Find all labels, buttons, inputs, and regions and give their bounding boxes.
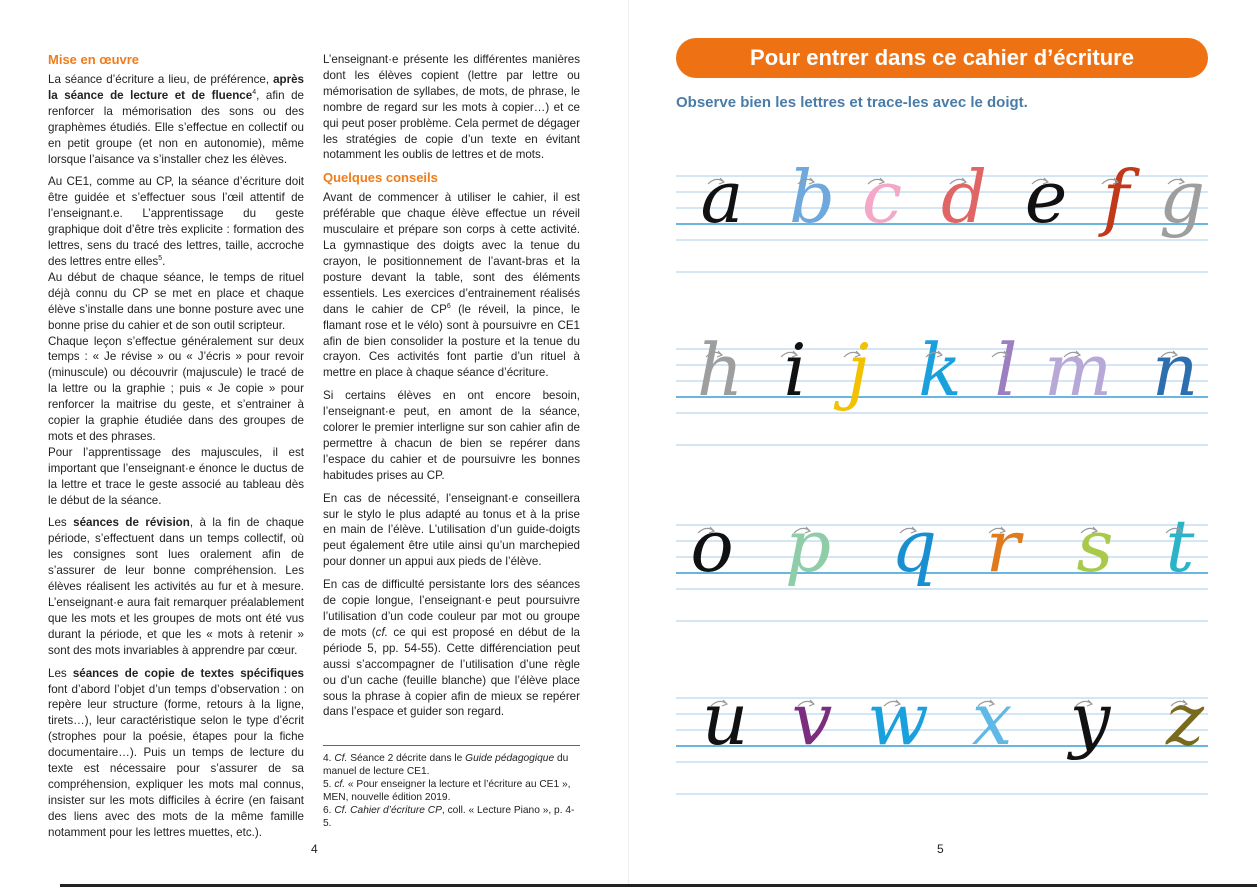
letter-h: h [696, 328, 744, 412]
page-banner: Pour entrer dans ce cahier d’écriture [676, 38, 1208, 78]
instruction-text: Observe bien les lettres et trace-les avec le doigt. [676, 94, 1028, 111]
text: 6. [323, 805, 335, 816]
letter-u: u [701, 677, 749, 761]
letter-k: k [918, 328, 962, 412]
text: Les [48, 516, 74, 530]
italic-text: Guide pédagogique [465, 753, 555, 764]
bold-text: séances de copie de textes spécifiques [72, 666, 304, 680]
letter-v: v [791, 677, 833, 761]
text: Séance 2 décrite dans le [347, 753, 466, 764]
letter-x: x [971, 677, 1013, 761]
text: La séance d’écriture a lieu, de préférence, [48, 73, 274, 86]
letter-r: r [985, 504, 1021, 588]
text: , à la fin de chaque période, s’effectuent dans un temps collectif, où les consignes sont lues oralement afin de s’assurer de leur bonne compréhension. Les élèves réalisent les activités au fur et à mesure. L’enseignant·e aura fait remarquer préalablement que les mots et les groupes de mots ont été vus durant la période, et que les « mots à retenir » sont des mots invariables à apprendre par cœur. [48, 516, 305, 657]
text: (le réveil, la pince, le flamant rose et le vélo) sont à poursuivre en CE1 afin de bien consolider la posture et la tenue du crayon. Ces activités font partie d’un rituel à mettre en place à chaque séance d’écriture. [323, 302, 580, 380]
text: du manuel de lecture CE1. [323, 753, 569, 777]
letter-y: y [1069, 677, 1111, 761]
text: En cas de difficulté persistante lors des séances de copie longue, l’enseignant·e peut poursuivre l’utilisation d’un code couleur par mot ou groupe de mots ( [323, 578, 580, 639]
paragraph: Au début de chaque séance, le temps de rituel déjà connu du CP se met en place et chaque élève s’installe dans une bonne posture avec une bonne prise du cahier et de son outil scripteur. [48, 270, 304, 332]
text: , coll. « Lecture Piano », p. 4-5. [323, 805, 575, 829]
text: , afin de renforcer la mémorisation des sons ou des graphèmes étudiés. Elle s’effectue en collectif ou en petit groupe (et non en autonomie), même lorsque l’aisance va s’installer chez les élèves. [48, 88, 304, 166]
letter-n: n [1151, 328, 1199, 412]
letter-i: i [783, 328, 807, 412]
italic-text: Cf. [334, 753, 348, 764]
paragraph: Pour l’apprentissage des majuscules, il est important que l’enseignant·e énonce le ductus de la lettre et trace le geste associé au tableau dès le début de la séance. [48, 445, 304, 507]
letter-a: a [700, 155, 744, 239]
text: Au CE1, comme au CP, la séance d’écriture doit être guidée et s’effectuer sous l’œil attentif de l’enseignant.e. L’apprentissage du geste graphique doit d’être très explicite : formation des lettres, sens du tracé des lettres, taille, accroche des lettres entre elles [48, 175, 304, 268]
letter-p: p [784, 504, 832, 588]
bold-text: séances de révision [73, 516, 190, 530]
paragraph: L’enseignant·e présente les différentes manières dont les élèves copient (lettre par lettre ou mémorisation de syllabes, de mots, de phrase, le nombre de regard sur les mots à copier…) et ce qui peut poser problème. Cela permet de dégager les stratégies de copie d’un texte en évitant notamment les oublis de lettres et de mots. [323, 53, 580, 162]
text: . [162, 254, 166, 268]
letter-q: q [890, 504, 938, 588]
letter-j: j [846, 328, 870, 412]
page-number-right: 5 [937, 842, 944, 856]
bold-text: après la séance de lecture et de fluence [48, 73, 304, 102]
letter-d: d [940, 155, 988, 239]
letter-w: w [867, 677, 929, 761]
page-number-left: 4 [311, 842, 318, 856]
heading-mise-en-oeuvre: Mise en œuvre [48, 52, 140, 67]
paragraph: Si certains élèves en ont encore besoin, l’enseignant·e peut, en amont de la séance, colorer le premier interligne sur son cahier afin de permettre à chacun de bien se repérer dans l’espace du cahier et de poursuivre les bonnes habitudes prises au CP. [323, 389, 580, 482]
footnote-ref: 4 [252, 89, 257, 97]
text: 4. [323, 753, 335, 764]
italic-text: cf. [375, 625, 388, 639]
italic-text: Cf. Cahier d’écriture CP [334, 805, 442, 816]
letter-b: b [788, 155, 836, 239]
letter-t: t [1165, 504, 1195, 588]
letter-z: z [1166, 677, 1204, 761]
letter-o: o [690, 504, 734, 588]
letter-l: l [994, 328, 1018, 412]
letter-f: f [1102, 155, 1130, 239]
letter-m: m [1043, 328, 1113, 412]
italic-text: cf. [334, 779, 346, 790]
heading-quelques-conseils: Quelques conseils [323, 170, 438, 186]
letter-g: g [1158, 155, 1206, 239]
footnote-ref: 5 [158, 255, 163, 263]
text: « Pour enseigner la lecture et l’écriture au CE1 », MEN, nouvelle édition 2019. [323, 779, 571, 803]
text: 5. [323, 779, 335, 790]
letter-c: c [861, 155, 903, 239]
letter-s: s [1076, 504, 1114, 588]
footnote-ref: 6 [446, 302, 451, 310]
text: Les [48, 666, 73, 680]
paragraph: Chaque leçon s’effectue généralement sur deux temps : « Je révise » ou « J’écris » pour revoir (minuscule) ou découvrir (majuscule) le tracé de la lettre ou la graphie ; puis « Je copie » pour renforcer la maitrise du geste, et s’entrainer à copier la graphie étudiée dans des groupes de mots et des phrases. [48, 334, 304, 443]
paragraph: En cas de nécessité, l’enseignant·e conseillera sur le stylo le plus adapté au tonus et à la prise en main de l’élève. L’utilisation d’un guide-doigts peut également être utile ainsi qu’un marchepied pour donner un appui aux pieds de l’élève. [323, 491, 580, 569]
letter-e: e [1024, 155, 1068, 239]
text: font d’abord l’objet d’un temps d’observation : on repère leur structure (forme, retours à la ligne, tirets…), leur caractéristique selon le type d’écrit (strophes pour la poésie, étapes pour la fiche documentaire…). Puis un temps de lecture du texte est nécessaire pour s’assurer de sa compréhension, expliquer les mots mal connus, insister sur les mots difficiles à écrire (en faisant des liens avec des mots de la même famille notamment pour les lettres muettes, etc.). [48, 682, 304, 839]
text: Avant de commencer à utiliser le cahier, il est préférable que chaque élève effectue un réveil musculaire et prépare son corps à cette activité. La gymnastique des doigts avec la tenue du crayon, le positionnement de l’avant-bras et la posture devant la table, sont des éléments essentiels. Les exercices d’entrainement réalisés dans le cahier de CP [323, 191, 580, 316]
text: ce qui est proposé en début de la période 5, pp. 54-55). Cette différenciation peut aussi s’accompagner de l’utilisation d’une règle ou d’un cache (feuille blanche) que l’élève place sous la phrase à copier afin de mieux se repérer dans l’espace et guider son regard. [323, 625, 580, 719]
